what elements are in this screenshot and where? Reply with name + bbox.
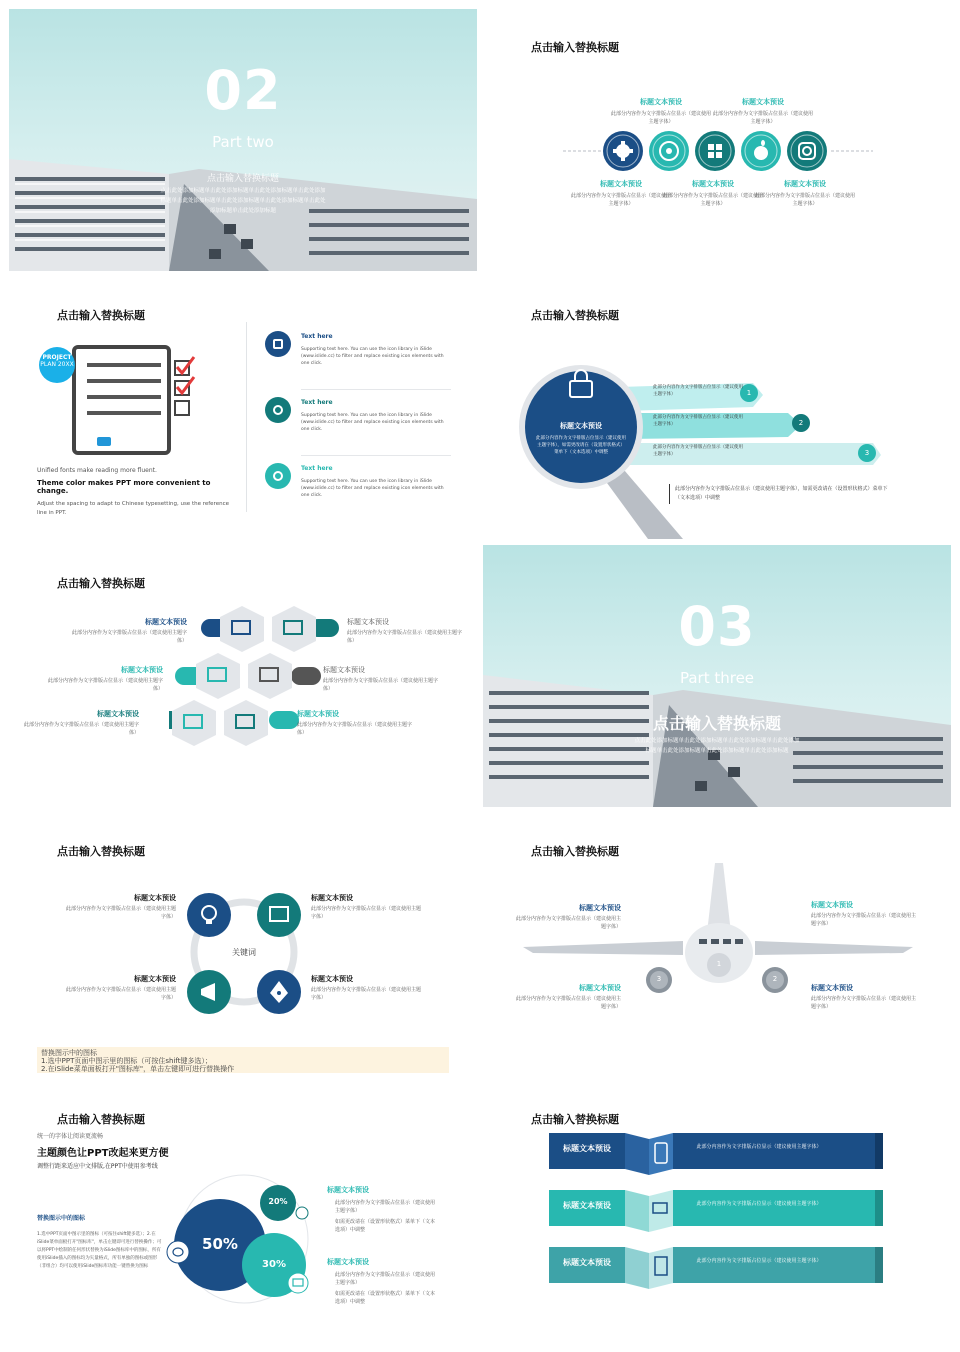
pct-item-1: [327, 1185, 437, 1234]
big-percentage: 50%: [202, 1235, 238, 1253]
item-title: Text here: [301, 399, 333, 406]
intro-line-2: 主题颜色让PPT改起来更方便: [37, 1148, 169, 1159]
item-title: 标题文本预设: [811, 901, 853, 909]
item-title: 标题文本预设: [327, 1258, 369, 1266]
slide-title: 点击输入替换标题: [57, 577, 145, 590]
keyword-center: 关键词: [232, 948, 256, 957]
lens-text: 此部分内容作为文字排版占位显示（建议使用主题字体），如需更改请在（设置形状格式）菜单下（文本选项）中调整: [536, 436, 626, 456]
item-title: 标题文本预设: [347, 618, 389, 626]
slide-section-02: [9, 9, 477, 271]
bar-2-number: 2: [798, 419, 804, 427]
slide-title: 点击输入替换标题: [57, 1113, 145, 1126]
project-badge: [39, 354, 75, 368]
tip-title: 替换图示中的图标: [37, 1215, 86, 1222]
label-title: 标题文本预设: [692, 180, 734, 188]
label-text: 此部分内容作为文字排版占位显示（建议使用主题字体）: [571, 193, 672, 207]
item-text: 此部分内容作为文字排版占位显示（建议使用主题字体）: [515, 996, 621, 1010]
note-line: [669, 484, 670, 504]
bar-1-text: 此部分内容作为文字排版占位显示（建议使用主题字体）: [653, 385, 743, 397]
icon-glyph: [273, 471, 283, 481]
engine-number-3: 3: [656, 975, 662, 983]
slide-percentage-circles: [9, 1081, 477, 1343]
item-divider: [301, 389, 451, 390]
divider: [246, 322, 247, 512]
label-text: 此部分内容作为文字排版占位显示（建议使用主题字体）: [755, 193, 856, 207]
label-text: 此部分内容作为文字排版占位显示（建议使用主题字体）: [713, 111, 814, 125]
item-text: Supporting text here. You can use the icon library in iSlide (www.islide.cc) to filter and replace existing icon elements with one click.: [301, 479, 444, 499]
section-description: 点击此处添加标题单击此处添加标题单击此处添加标题单击此处添加标题单击此处添加标题单击此处添加标题单击此处添加标题单击此处添加标题单击此处添加标题: [160, 188, 326, 214]
hex-left-item-2: [45, 665, 163, 693]
item-title: 标题文本预设: [323, 666, 365, 674]
badge-line-2: PLAN 20XX: [40, 361, 74, 369]
item-title: 标题文本预设: [297, 710, 339, 718]
hex-left-item-3: [21, 709, 139, 737]
item-text: 此部分内容作为文字排版占位显示（建议使用主题字体）: [71, 630, 187, 644]
hex-right-item-2: [323, 665, 441, 693]
item-title: 标题文本预设: [134, 975, 176, 983]
item-text: 此部分内容作为文字排版占位显示（建议使用主题字体）: [311, 906, 422, 920]
item-title: 标题文本预设: [579, 984, 621, 992]
intro-line-3: Adjust the spacing to adapt to Chinese typesetting, use the reference line in PPT.: [37, 501, 229, 517]
item-divider: [301, 455, 451, 456]
small-percentage: 30%: [262, 1259, 286, 1270]
item-title: 标题文本预设: [121, 666, 163, 674]
tip-line-1: 1.选中PPT页面中图示里的图标（可按住shift键多选）；: [41, 1057, 213, 1066]
tip-text: 1.选中PPT页面中图示里的图标（可按住shift键多选）；2.在iSlide菜单面板打开"图标库"，单击左键即可进行替换操作；可以将PPT中绘制的任何形状替换为iSlide图标库中的图标，所有使用iSlide插入的图标均为矢量格式，所有单独的图标或图形（非组合）均可以使用iSlide图标库功能一键替换为图标: [37, 1232, 162, 1270]
ring-item-3: [64, 974, 176, 1002]
item-text: 此部分内容作为文字排版占位显示（建议使用主题字体）: [811, 913, 917, 927]
item-bullet-1: 此部分内容作为文字排版占位显示（建议使用主题字体）: [335, 1200, 436, 1214]
item-text: 此部分内容作为文字排版占位显示（建议使用主题字体）: [811, 996, 917, 1010]
hex-left-item-1: [69, 617, 187, 645]
bar-3-text: 此部分内容作为文字排版占位显示（建议使用主题字体）: [653, 445, 743, 457]
ring-item-4: [311, 974, 423, 1002]
hex-right-item-3: [297, 709, 415, 737]
slide-title: 点击输入替换标题: [57, 309, 145, 322]
label-text: 此部分内容作为文字排版占位显示（建议使用主题字体）: [663, 193, 764, 207]
label-title: 标题文本预设: [640, 98, 682, 106]
lens-title: 标题文本预设: [560, 422, 602, 430]
item-bullet-2: 如需更改请在（设置形状格式）菜单下（文本选项）中调整: [335, 1219, 436, 1233]
ring-item-1: [64, 893, 176, 921]
item-title: Text here: [301, 333, 333, 340]
tip-line-2: 2.在iSlide菜单面板打开"图标库"，单击左键即可进行替换操作: [41, 1065, 235, 1074]
top-label-1: [611, 97, 711, 126]
item-text: 此部分内容作为文字排版占位显示（建议使用主题字体）: [65, 906, 176, 920]
tip-box: [37, 1047, 449, 1073]
plane-item-4: [811, 983, 919, 1011]
intro-line-3: 调整行距来适应中文排版,在PPT中使用参考线: [37, 1163, 158, 1170]
item-title: 标题文本预设: [811, 984, 853, 992]
section-description: 点击此处添加标题单击此处添加标题单击此处添加标题单击此处添加标题单击此处添加标题单击此处添加标题单击此处添加标题: [634, 738, 800, 754]
item-title: 标题文本预设: [134, 894, 176, 902]
slide-project-plan: [9, 277, 477, 539]
plane-item-1: [513, 903, 621, 931]
plane-item-2: [811, 900, 919, 928]
engine-number-2: 2: [772, 975, 778, 983]
intro-line-1: Unified fonts make reading more fluent.: [37, 467, 157, 474]
item-title: 标题文本预设: [327, 1186, 369, 1194]
note-text: 此部分内容作为文字排版占位显示（建议使用主题字体），如需更改请在（设置形状格式）菜单下（文本选项）中调整: [675, 486, 888, 501]
item-text: 此部分内容作为文字排版占位显示（建议使用主题字体）: [347, 630, 463, 644]
icon-glyph: [273, 405, 283, 415]
item-title: 标题文本预设: [579, 904, 621, 912]
item-text: Supporting text here. You can use the icon library in iSlide (www.islide.cc) to filter and replace existing icon elements with one click.: [301, 347, 444, 367]
slide-ribbon-rows: [483, 1081, 951, 1343]
mid-percentage: 20%: [268, 1197, 288, 1206]
item-bullet-2: 如需更改请在（设置形状格式）菜单下（文本选项）中调整: [335, 1291, 436, 1305]
top-label-2: [713, 97, 813, 126]
item-text: 此部分内容作为文字排版占位显示（建议使用主题字体）: [323, 678, 439, 692]
bottom-label-2: [663, 179, 763, 208]
section-number: 02: [204, 59, 282, 122]
row-1-label: 标题文本预设: [563, 1144, 611, 1153]
label-title: 标题文本预设: [600, 180, 642, 188]
item-text: 此部分内容作为文字排版占位显示（建议使用主题字体）: [23, 722, 139, 736]
part-label: Part two: [212, 133, 274, 151]
row-2-text: 此部分内容作为文字排版占位显示（建议使用主题字体）: [696, 1201, 822, 1207]
intro-line-1: 统一的字体让阅读更流畅: [37, 1133, 104, 1140]
label-text: 此部分内容作为文字排版占位显示（建议使用主题字体）: [611, 111, 712, 125]
item-bullet-1: 此部分内容作为文字排版占位显示（建议使用主题字体）: [335, 1272, 436, 1286]
icon-row: [563, 127, 873, 175]
slide-title: 点击输入替换标题: [531, 41, 619, 54]
hex-right-item-1: [347, 617, 465, 645]
section-number: 03: [678, 595, 756, 658]
slide-keyword-ring: [9, 813, 477, 1075]
item-text: 此部分内容作为文字排版占位显示（建议使用主题字体）: [297, 722, 413, 736]
row-3-text: 此部分内容作为文字排版占位显示（建议使用主题字体）: [696, 1258, 822, 1264]
label-title: 标题文本预设: [742, 98, 784, 106]
slide-title: 点击输入替换标题: [531, 1113, 619, 1126]
intro-line-2: Theme color makes PPT more convenient to change.: [37, 479, 211, 495]
plane-item-3: [513, 983, 621, 1011]
bar-1-number: 1: [746, 389, 752, 397]
slide-hexagons: [9, 545, 477, 807]
bar-2-text: 此部分内容作为文字排版占位显示（建议使用主题字体）: [653, 415, 743, 427]
row-1-text: 此部分内容作为文字排版占位显示（建议使用主题字体）: [696, 1144, 822, 1150]
pct-item-2: [327, 1257, 437, 1306]
bottom-label-1: [571, 179, 671, 208]
slide-title: 点击输入替换标题: [531, 309, 619, 322]
badge-line-1: PROJECT: [42, 354, 72, 361]
bar-3-number: 3: [864, 449, 870, 457]
intro-text: [37, 467, 235, 519]
section-subtitle: 点击输入替换标题: [206, 174, 279, 184]
item-text: 此部分内容作为文字排版占位显示（建议使用主题字体）: [515, 916, 621, 930]
item-text: 此部分内容作为文字排版占位显示（建议使用主题字体）: [47, 678, 163, 692]
item-text: Supporting text here. You can use the icon library in iSlide (www.islide.cc) to filter and replace existing icon elements with one click.: [301, 413, 444, 433]
bottom-label-3: [755, 179, 855, 208]
ribbon-rows: [549, 1131, 885, 1301]
item-text: 此部分内容作为文字排版占位显示（建议使用主题字体）: [311, 987, 422, 1001]
row-2-label: 标题文本预设: [563, 1201, 611, 1210]
section-subtitle: 点击输入替换标题: [652, 714, 781, 733]
item-title: 标题文本预设: [311, 894, 353, 902]
tip-title: 替换图示中的图标: [41, 1049, 97, 1057]
slide-title: 点击输入替换标题: [531, 845, 619, 858]
ring-item-2: [311, 893, 423, 921]
slide-title: 点击输入替换标题: [57, 845, 145, 858]
item-title: 标题文本预设: [97, 710, 139, 718]
slide-magnifier: [483, 277, 951, 539]
icon-glyph: [273, 339, 283, 349]
row-3-label: 标题文本预设: [563, 1258, 611, 1267]
item-title: 标题文本预设: [311, 975, 353, 983]
slide-section-03: [483, 545, 951, 807]
slide-airplane: [483, 813, 951, 1075]
item-text: 此部分内容作为文字排版占位显示（建议使用主题字体）: [65, 987, 176, 1001]
part-label: Part three: [679, 669, 755, 687]
slide-icon-circles: [483, 9, 951, 271]
item-title: 标题文本预设: [145, 618, 187, 626]
item-title: Text here: [301, 465, 333, 472]
label-title: 标题文本预设: [784, 180, 826, 188]
engine-number-1: 1: [716, 960, 722, 968]
